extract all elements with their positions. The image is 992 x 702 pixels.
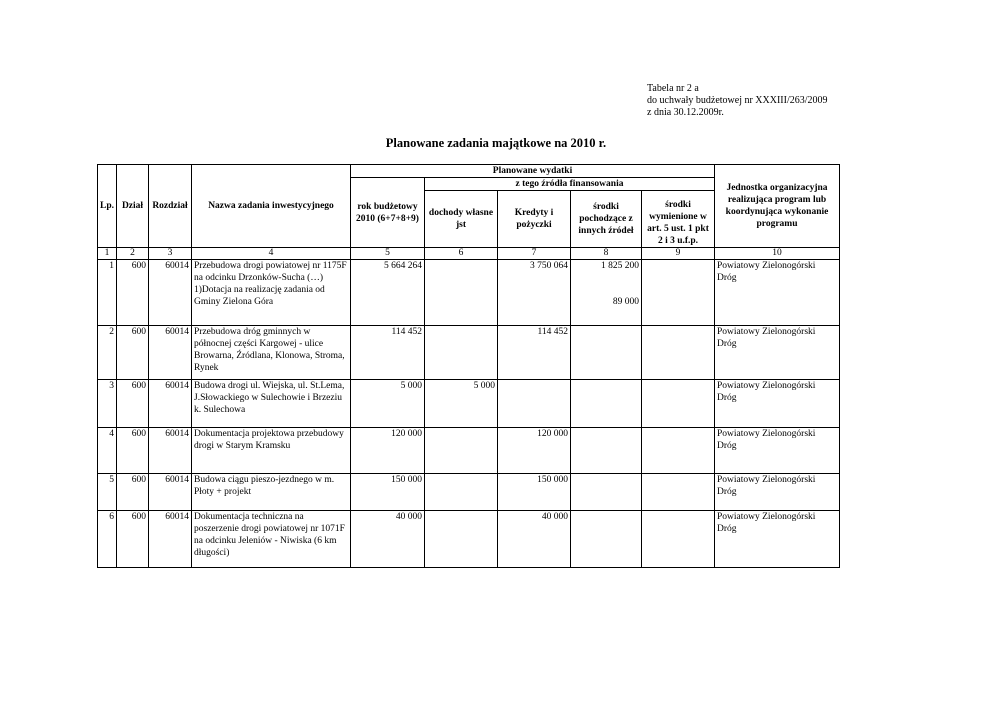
col-number: 6 [425,248,498,260]
row-dzial: 600 [117,260,149,326]
row-nazwa-sub: 1)Dotacja na realizację zadania od Gminy Zielona Góra [194,285,325,307]
row-lp: 6 [98,511,117,568]
column-number-row [98,248,840,260]
document-header-note [647,83,828,119]
row-dzial: 600 [117,380,149,428]
col-number: 8 [571,248,642,260]
row-srodki-inne [571,380,642,428]
row-dochody [425,474,498,511]
col-number: 2 [117,248,149,260]
row-rok: 114 452 [351,326,425,380]
row-srodki-art [642,428,715,474]
row-jednostka: Powiatowy Zielonogórski Dróg [715,380,840,428]
header-srodki-art: środki wymienione w art. 5 ust. 1 pkt 2 i 3 u.f.p. [642,191,715,248]
row-srodki-art [642,260,715,326]
col-number: 9 [642,248,715,260]
col-number: 10 [715,248,840,260]
row-dochody: 5 000 [425,380,498,428]
header-jednostka: Jednostka organizacyjna realizująca program lub koordynująca wykonanie programu [715,165,840,248]
row-lp: 3 [98,380,117,428]
document-title: Planowane zadania majątkowe na 2010 r. [385,136,607,150]
row-srodki-art [642,380,715,428]
row-lp: 2 [98,326,117,380]
row-rozdzial: 60014 [149,380,192,428]
table-row [98,428,840,474]
row-lp: 4 [98,428,117,474]
row-srodki-inne [571,260,642,326]
row-rozdzial: 60014 [149,511,192,568]
row-srodki-inne [571,428,642,474]
row-jednostka: Powiatowy Zielonogórski Dróg [715,260,840,326]
header-rok-budzetowy: rok budżetowy 2010 (6+7+8+9) [351,178,425,248]
header-z-tego-zrodla: z tego źródła finansowania [425,178,715,191]
table-row [98,380,840,428]
row-lp: 5 [98,474,117,511]
header-planowane-wydatki: Planowane wydatki [351,165,715,178]
row-rok: 120 000 [351,428,425,474]
row-rok: 40 000 [351,511,425,568]
row-rozdzial: 60014 [149,428,192,474]
header-dochody: dochody własne jst [425,191,498,248]
header-dzial: Dział [117,165,149,248]
row-nazwa [192,260,351,326]
row-rok: 5 664 264 [351,260,425,326]
col-number: 1 [98,248,117,260]
col-number: 7 [498,248,571,260]
table-row [98,474,840,511]
row-rok: 5 000 [351,380,425,428]
row-srodki-inne-dotacja: 89 000 [612,297,639,307]
row-rozdzial: 60014 [149,260,192,326]
row-srodki-art [642,326,715,380]
row-dochody [425,428,498,474]
row-kredyty: 114 452 [498,326,571,380]
investment-tasks-table [97,164,840,568]
row-rok: 150 000 [351,474,425,511]
row-dzial: 600 [117,428,149,474]
header-srodki-inne: środki pochodzące z innych źródeł [571,191,642,248]
row-dochody [425,326,498,380]
table-row [98,326,840,380]
row-jednostka: Powiatowy Zielonogórski Dróg [715,326,840,380]
row-kredyty: 40 000 [498,511,571,568]
row-nazwa: Dokumentacja techniczna na poszerzenie drogi powiatowej nr 1071F na odcinku Jeleniów - Niwiska (6 km długości) [192,511,351,568]
row-dzial: 600 [117,326,149,380]
row-jednostka: Powiatowy Zielonogórski Dróg [715,474,840,511]
row-rozdzial: 60014 [149,326,192,380]
col-number: 5 [351,248,425,260]
row-lp: 1 [98,260,117,326]
table-row [98,511,840,568]
header-note-line-1: Tabela nr 2 a [647,83,699,94]
row-nazwa: Dokumentacja projektowa przebudowy drogi w Starym Kramsku [192,428,351,474]
row-jednostka: Powiatowy Zielonogórski Dróg [715,511,840,568]
header-rozdzial: Rozdział [149,165,192,248]
row-dzial: 600 [117,474,149,511]
row-srodki-art [642,474,715,511]
header-nazwa: Nazwa zadania inwestycyjnego [192,165,351,248]
row-nazwa: Budowa drogi ul. Wiejska, ul. St.Lema, J.Słowackiego w Sulechowie i Brzeziu k. Sulechowa [192,380,351,428]
row-srodki-inne [571,326,642,380]
header-note-line-3: z dnia 30.12.2009r. [647,107,724,118]
header-kredyty: Kredyty i pożyczki [498,191,571,248]
row-nazwa: Przebudowa dróg gminnych w północnej części Kargowej - ulice Browarna, Źródlana, Klonowa, Stroma, Rynek [192,326,351,380]
col-number: 4 [192,248,351,260]
col-number: 3 [149,248,192,260]
table-row [98,260,840,326]
header-lp: Lp. [98,165,117,248]
row-srodki-art [642,511,715,568]
row-kredyty [498,380,571,428]
header-note-line-2: do uchwały budżetowej nr XXXIII/263/2009 [647,95,828,106]
row-nazwa: Budowa ciągu pieszo-jezdnego w m. Płoty + projekt [192,474,351,511]
row-rozdzial: 60014 [149,474,192,511]
row-dochody [425,260,498,326]
row-kredyty: 3 750 064 [498,260,571,326]
row-srodki-inne-main: 1 825 200 [601,261,639,271]
row-srodki-inne [571,511,642,568]
row-nazwa-main: Przebudowa drogi powiatowej nr 1175F na odcinku Drzonków-Sucha (…) [194,261,347,283]
row-dochody [425,511,498,568]
row-kredyty: 150 000 [498,474,571,511]
row-srodki-inne [571,474,642,511]
row-jednostka: Powiatowy Zielonogórski Dróg [715,428,840,474]
row-dzial: 600 [117,511,149,568]
row-kredyty: 120 000 [498,428,571,474]
